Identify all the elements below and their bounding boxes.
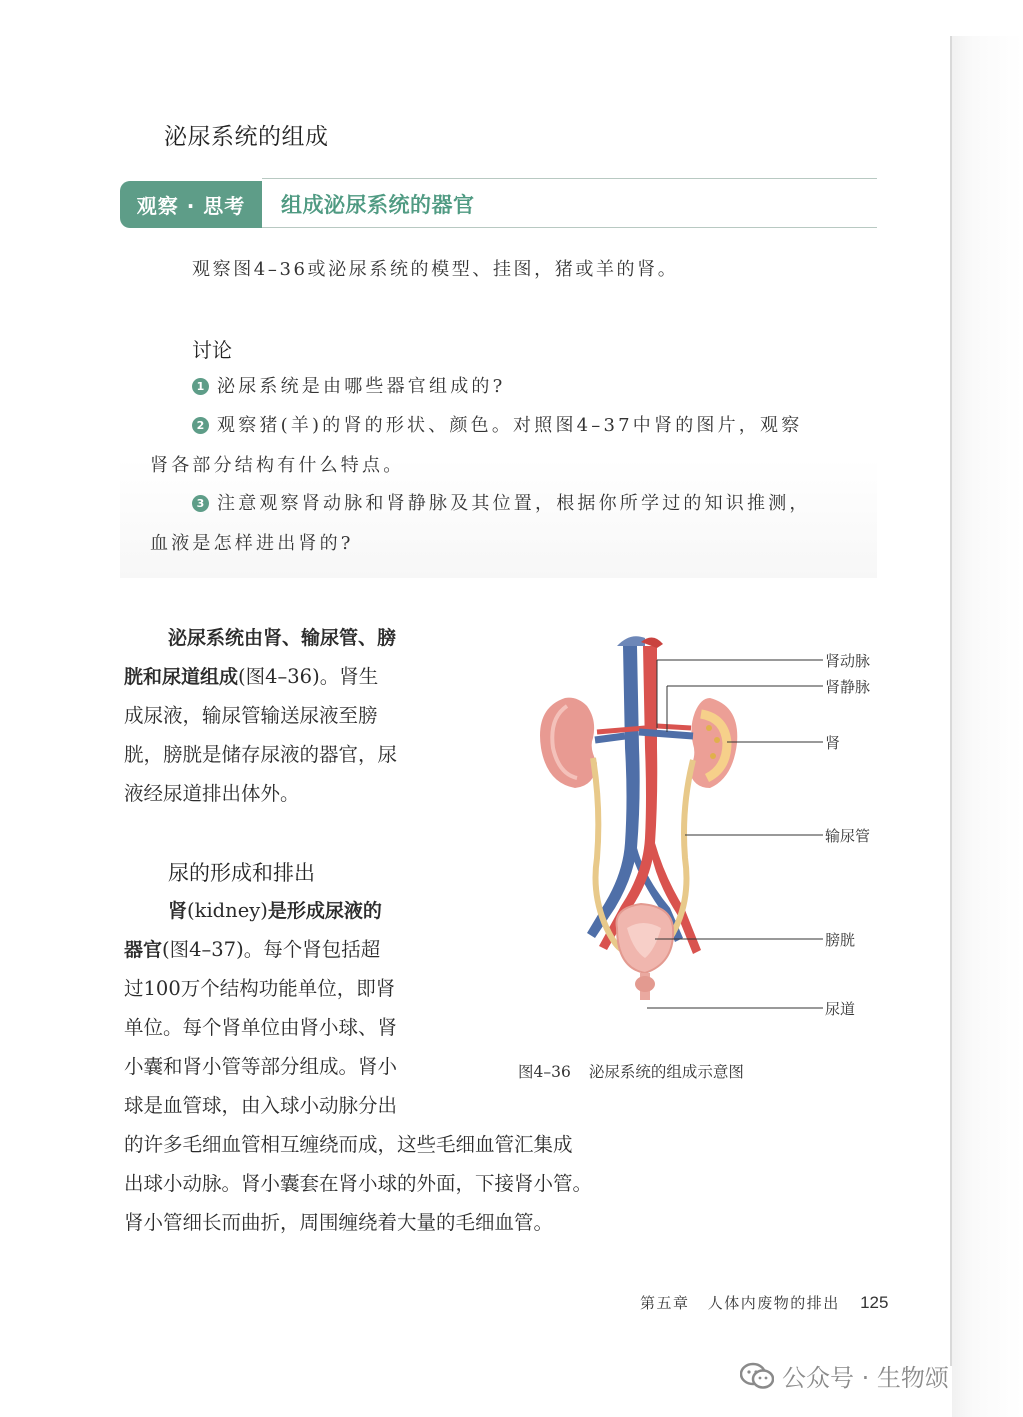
observation-header-rule-bottom — [262, 227, 877, 228]
bold-term: 器官 — [124, 939, 163, 961]
observation-header-rule-top — [262, 178, 877, 179]
page-footer — [640, 1292, 888, 1313]
question-3-continuation: 血液是怎样进出肾的? — [150, 533, 354, 554]
label-renal-artery: 肾动脉 — [825, 652, 871, 670]
text-run: (图4–36)。肾生 — [238, 665, 379, 688]
label-renal-vein: 肾静脉 — [825, 678, 871, 696]
question-2-continuation: 肾各部分结构有什么特点。 — [150, 455, 405, 476]
label-kidney: 肾 — [825, 734, 841, 752]
paragraph-1-line-4: 胱，膀胱是储存尿液的器官，尿 — [124, 743, 398, 766]
question-2 — [192, 411, 802, 437]
label-ureter: 输尿管 — [825, 827, 871, 845]
label-bladder: 膀胱 — [825, 931, 856, 949]
question-text: 注意观察肾动脉和肾静脉及其位置，根据你所学过的知识推测， — [217, 493, 811, 514]
paragraph-2-line-3: 过100万个结构功能单位，即肾 — [124, 977, 396, 1000]
paragraph-2-line-4: 单位。每个肾单位由肾小球、肾 — [124, 1016, 398, 1039]
paragraph-1-line-2 — [124, 657, 378, 697]
question-text: 泌尿系统是由哪些器官组成的? — [217, 376, 506, 397]
question-number-badge: 1 — [192, 378, 209, 395]
paragraph-2-line-9: 肾小管细长而曲折，周围缠绕着大量的毛细血管。 — [124, 1211, 554, 1234]
watermark — [740, 1358, 949, 1393]
question-3 — [192, 489, 811, 515]
urinary-system-figure — [505, 628, 885, 1028]
paragraph-2-line-8: 出球小动脉。肾小囊套在肾小球的外面，下接肾小管。 — [124, 1172, 593, 1195]
observation-intro: 观察图4–36或泌尿系统的模型、挂图，猪或羊的肾。 — [192, 259, 679, 280]
subsection-heading: 尿的形成和排出 — [168, 861, 315, 885]
question-number-badge: 3 — [192, 495, 209, 512]
paragraph-2-line-6: 球是血管球，由入球小动脉分出 — [124, 1094, 398, 1117]
paragraph-2-line-2 — [124, 930, 380, 970]
discussion-heading: 讨论 — [192, 338, 232, 362]
page-gutter-shadow — [952, 36, 1023, 1417]
page-edge — [950, 36, 952, 1366]
watermark-text: 公众号 · 生物颂 — [782, 1364, 949, 1392]
figure-caption-text: 泌尿系统的组成示意图 — [588, 1063, 744, 1081]
paragraph-2-line-5: 小囊和肾小管等部分组成。肾小 — [124, 1055, 398, 1078]
question-1 — [192, 372, 505, 398]
paragraph-2-line-7: 的许多毛细血管相互缠绕而成，这些毛细血管汇集成 — [124, 1133, 573, 1156]
question-text: 观察猪(羊)的肾的形状、颜色。对照图4–37中肾的图片，观察 — [217, 415, 803, 436]
figure-caption — [518, 1060, 744, 1082]
bold-term: 胱和尿道组成 — [124, 666, 239, 688]
footer-chapter: 第五章 — [640, 1294, 690, 1312]
page-number: 125 — [860, 1293, 889, 1312]
bold-term: 肾 — [168, 900, 188, 922]
english-term: (kidney) — [187, 899, 268, 922]
bold-term: 泌尿系统由肾、输尿管、膀 — [168, 627, 397, 649]
section-title: 泌尿系统的组成 — [164, 124, 329, 150]
observation-tag: 观察 · 思考 — [120, 181, 262, 228]
text-run: (图4–37)。每个肾包括超 — [162, 938, 381, 961]
question-number-badge: 2 — [192, 417, 209, 434]
paragraph-1-line-3: 成尿液，输尿管输送尿液至膀 — [124, 704, 378, 727]
observation-title: 组成泌尿系统的器官 — [281, 193, 475, 217]
figure-number: 图4–36 — [518, 1063, 571, 1081]
paragraph-1-line-5: 液经尿道排出体外。 — [124, 782, 300, 805]
paragraph-1-line-1 — [168, 618, 396, 658]
paragraph-2-line-1 — [168, 891, 382, 931]
label-urethra: 尿道 — [825, 1000, 856, 1018]
bold-term: 是形成尿液的 — [267, 900, 382, 922]
footer-chapter-title: 人体内废物的排出 — [707, 1294, 840, 1312]
wechat-icon — [740, 1362, 774, 1390]
